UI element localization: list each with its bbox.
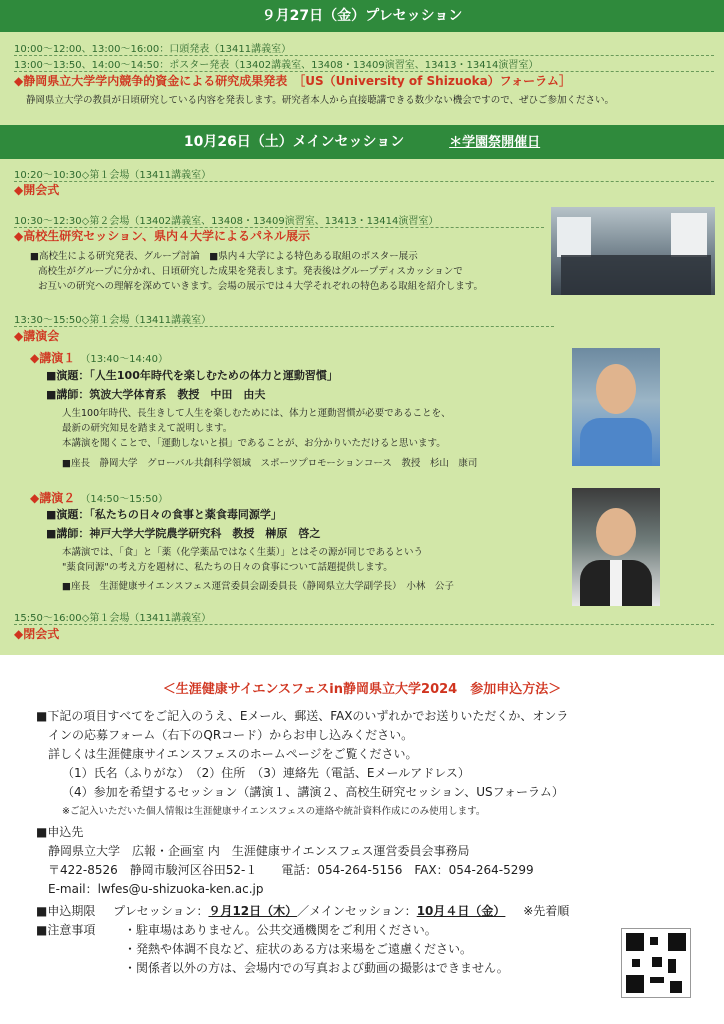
us-forum-title: ◆静岡県立大学学内競争的資金による研究成果発表 ［US（University of Shizuoka）フォーラム］ — [14, 74, 571, 88]
apply-para-1: ■下記の項目すべてをご記入のうえ、Eメール、郵送、FAXのいずれかでお送りいただくか、オンラ — [36, 709, 569, 723]
hs-session-desc-1: 高校生がグループに分かれ、日頃研究した成果を発表します。発表後はグループディスカッションで — [38, 266, 463, 277]
main-session-header — [0, 125, 724, 159]
privacy-note: ※ご記入いただいた個人情報は生涯健康サイエンスフェスの連絡や統計資料作成にのみ使用します。 — [62, 806, 486, 817]
deadline-row — [36, 902, 569, 919]
panel-session-photo — [551, 207, 715, 295]
lecture1-desc-2: 最新の研究知見を踏まえて説明します。 — [62, 423, 233, 434]
hs-session-desc-2: お互いの研究への理解を深めていきます。会場の展示では４大学それぞれの特色ある取組を紹介します。 — [38, 281, 483, 292]
note-parking: ・駐車場はありません。公共交通機関をご利用ください。 — [124, 923, 437, 937]
audience — [561, 255, 711, 295]
deadline-main-date: 10月４日（金） — [416, 904, 506, 918]
lecture2-desc-1: 本講演では、「食」と「薬（化学薬品ではなく生薬）」とはその源が同じであるという — [62, 547, 424, 558]
destination-address: 〒422-8526 静岡市駿河区谷田52-１ 電話：054-264-5156 FAX：054-264-5299 — [48, 863, 534, 877]
hs-session-bullets: ■高校生による研究発表、グループ討論 ■県内４大学による特色ある取組のポスター展示 — [30, 251, 418, 262]
lecture1-theme: ■演題：「人生100年時代を楽しむための体力と運動習慣」 — [46, 369, 338, 382]
deadline-sep: ／メインセッション： — [297, 904, 417, 918]
main-session-title: 10月26日（土）メインセッション — [183, 134, 405, 150]
lecture2-time: （14:50～15:50） — [80, 494, 168, 505]
apply-item-1-3: （1）氏名（ふりがな） （2）住所 （3）連絡先（電話、Eメールアドレス） — [62, 766, 470, 780]
lecture1-chair: ■座長 静岡大学 グローバル共創科学領域 スポーツプロモーションコース 教授 杉山 康司 — [62, 458, 478, 469]
apply-para-2: インの応募フォーム（右下のQRコード）からお申し込みください。 — [48, 728, 414, 742]
speaker1-shirt — [580, 418, 652, 466]
opening-time: 10:20～10:30◇第１会場（13411講義室） — [14, 166, 714, 182]
qr-module — [650, 977, 664, 983]
qr-code[interactable] — [621, 928, 691, 998]
lecture2-heading — [30, 487, 168, 506]
lecture2-theme: ■演題：「私たちの日々の食事と薬食毒同源学」 — [46, 508, 282, 521]
lecture2-chair: ■座長 生涯健康サイエンスフェス運営委員会副委員長（静岡県立大学副学長） 小林 公子 — [62, 581, 454, 592]
qr-module — [632, 959, 640, 967]
pre-poster-time: 13:00～13:50、14:00～14:50：ポスター発表（13402講義室、13408・13409演習室、13413・13414演習室） — [14, 56, 714, 72]
lecture1-desc-1: 人生100年時代、長生きして人生を楽しむためには、体力と運動習慣が必要であることを、 — [62, 408, 451, 419]
hs-session-title: ◆高校生研究セッション、県内４大学によるパネル展示 — [14, 229, 311, 243]
lecture1-desc-3: 本講演を聞くことで、「運動しないと損」であることが、お分かりいただけると思います。 — [62, 438, 446, 449]
speaker1-face — [596, 364, 636, 414]
qr-module — [650, 937, 658, 945]
speaker2-shirt — [610, 560, 622, 606]
qr-finder — [626, 933, 644, 951]
notes-label: ■注意事項 — [36, 923, 96, 937]
destination-label: ■申込先 — [36, 825, 84, 839]
poster-board — [671, 213, 707, 257]
hs-session-time: 10:30～12:30◇第２会場（13402講義室、13408・13409演習室、13413・13414演習室） — [14, 212, 544, 228]
deadline-label: ■申込期限 — [36, 904, 96, 918]
lecture1-label: ◆講演１ — [30, 351, 76, 365]
note-photography: ・関係者以外の方は、会場内での写真および動画の撮影はできません。 — [124, 961, 509, 975]
closing-time: 15:50～16:00◇第１会場（13411講義室） — [14, 609, 714, 625]
apply-title: ＜生涯健康サイエンスフェスin静岡県立大学2024 参加申込方法＞ — [162, 682, 562, 697]
deadline-pre-label: プレセッション： — [113, 904, 209, 918]
qr-finder — [626, 975, 644, 993]
destination-email[interactable]: E-mail：lwfes@u-shizuoka-ken.ac.jp — [48, 882, 264, 896]
deadline-pre-date: ９月12日（木） — [208, 904, 298, 918]
apply-para-3: 詳しくは生涯健康サイエンスフェスのホームページをご覧ください。 — [48, 747, 418, 761]
speaker1-photo — [572, 348, 660, 466]
lecture2-desc-2: "薬食同源"の考え方を題材に、私たちの日々の食事について話題提供します。 — [62, 562, 393, 573]
pre-oral-time: 10:00～12:00、13:00～16:00：口頭発表（13411講義室） — [14, 40, 714, 56]
lecture1-time: （13:40～14:40） — [80, 354, 168, 365]
qr-module — [670, 981, 682, 993]
lecture1-speaker: ■講師：筑波大学体育系 教授 中田 由夫 — [46, 388, 266, 401]
lecture2-label: ◆講演２ — [30, 491, 76, 505]
opening-title: ◆開会式 — [14, 183, 60, 197]
apply-item-4: （4）参加を希望するセッション（講演１、講演２、高校生研究セッション、USフォーラム） — [62, 785, 564, 799]
closing-title: ◆閉会式 — [14, 627, 60, 641]
lecture2-speaker: ■講師：神戸大学大学院農学研究科 教授 榊原 啓之 — [46, 527, 321, 540]
qr-module — [652, 957, 662, 967]
lecture1-heading — [30, 347, 168, 366]
us-forum-desc: 静岡県立大学の教員が日頃研究している内容を発表します。研究者本人から直接聴講できる数少ない機会ですので、ぜひご参加ください。 — [26, 95, 615, 106]
destination-office: 静岡県立大学 広報・企画室 内 生涯健康サイエンスフェス運営委員会事務局 — [48, 844, 470, 858]
qr-module — [668, 959, 676, 973]
festival-tag: ＊学園祭開催日 — [449, 135, 541, 150]
pre-session-header: ９月27日（金）プレセッション — [0, 0, 724, 32]
poster-board — [557, 217, 591, 257]
lecture-title: ◆講演会 — [14, 329, 60, 343]
speaker2-face — [596, 508, 636, 556]
lecture-time: 13:30～15:50◇第１会場（13411講義室） — [14, 311, 554, 327]
deadline-note: ※先着順 — [523, 904, 570, 918]
qr-finder — [668, 933, 686, 951]
note-symptoms: ・発熱や体調不良など、症状のある方は来場をご遠慮ください。 — [124, 942, 473, 956]
speaker2-photo — [572, 488, 660, 606]
